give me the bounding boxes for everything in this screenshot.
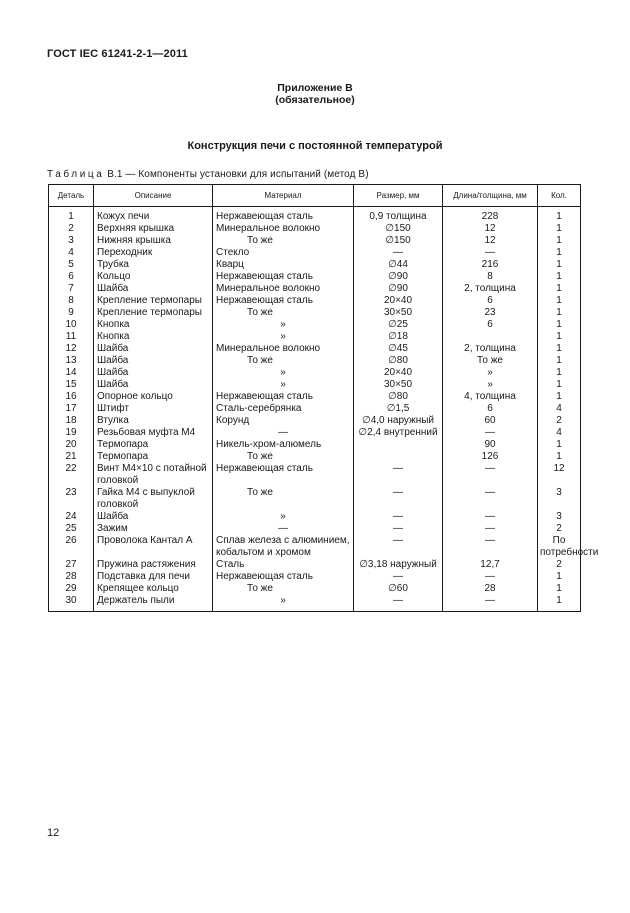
cell-material: »: [213, 511, 354, 523]
cell-part-number: 12: [49, 343, 94, 355]
cell-material: Минеральное волокно: [213, 283, 354, 295]
cell-quantity: 1: [538, 283, 581, 295]
cell-part-number: 8: [49, 295, 94, 307]
cell-length: 216: [443, 259, 538, 271]
table-row: [49, 319, 581, 331]
table-row: [49, 535, 581, 559]
cell-part-number: 29: [49, 583, 94, 595]
cell-quantity: 1: [538, 367, 581, 379]
cell-description: Кольцо: [94, 271, 213, 283]
cell-material: Нержавеющая сталь: [213, 571, 354, 583]
cell-size: —: [354, 595, 443, 612]
table-row: [49, 247, 581, 259]
table-row: [49, 511, 581, 523]
cell-part-number: 27: [49, 559, 94, 571]
cell-description: Термопара: [94, 451, 213, 463]
header-description: Описание: [94, 185, 213, 207]
table-row: [49, 355, 581, 367]
table-row: [49, 403, 581, 415]
table-body: [49, 211, 599, 612]
cell-size: 20×40: [354, 295, 443, 307]
cell-length: »: [443, 367, 538, 379]
cell-part-number: 19: [49, 427, 94, 439]
cell-description: Опорное кольцо: [94, 391, 213, 403]
cell-length: —: [443, 511, 538, 523]
table-row: [49, 487, 581, 511]
table-row: [49, 595, 581, 612]
cell-material: »: [213, 367, 354, 379]
cell-description: Крепление термопары: [94, 295, 213, 307]
cell-size: 0,9 толщина: [354, 211, 443, 223]
cell-part-number: 3: [49, 235, 94, 247]
table-row: [49, 523, 581, 535]
cell-size: [354, 451, 443, 463]
cell-quantity: 3: [538, 487, 581, 511]
cell-length: —: [443, 535, 538, 559]
cell-description: Кнопка: [94, 319, 213, 331]
cell-quantity: 1: [538, 319, 581, 331]
cell-material: Нержавеющая сталь: [213, 211, 354, 223]
cell-size: ∅4,0 наружный: [354, 415, 443, 427]
cell-description: Шайба: [94, 343, 213, 355]
table-caption-text: В.1 — Компоненты установки для испытаний (метод В): [107, 169, 369, 180]
cell-quantity: 1: [538, 307, 581, 319]
cell-description: Винт М4×10 с потайной головкой: [94, 463, 213, 487]
cell-material: »: [213, 595, 354, 612]
cell-quantity: 1: [538, 391, 581, 403]
cell-length: 8: [443, 271, 538, 283]
header-material: Материал: [213, 185, 354, 207]
table-row: [49, 391, 581, 403]
cell-description: Резьбовая муфта М4: [94, 427, 213, 439]
appendix-title: Приложение В: [277, 82, 353, 94]
cell-part-number: 17: [49, 403, 94, 415]
cell-part-number: 28: [49, 571, 94, 583]
cell-part-number: 13: [49, 355, 94, 367]
cell-quantity: 1: [538, 235, 581, 247]
cell-length: 2, толщина: [443, 343, 538, 355]
cell-size: ∅2,4 внутренний: [354, 427, 443, 439]
cell-material: —: [213, 427, 354, 439]
cell-description: Нижняя крышка: [94, 235, 213, 247]
cell-material: То же: [213, 235, 354, 247]
cell-part-number: 15: [49, 379, 94, 391]
cell-description: Зажим: [94, 523, 213, 535]
header-size: Размер, мм: [354, 185, 443, 207]
cell-material: —: [213, 523, 354, 535]
cell-quantity: 3: [538, 511, 581, 523]
cell-description: Переходник: [94, 247, 213, 259]
cell-size: ∅44: [354, 259, 443, 271]
cell-description: Крепящее кольцо: [94, 583, 213, 595]
header-quantity: Кол.: [538, 185, 581, 207]
cell-size: —: [354, 487, 443, 511]
cell-quantity: 1: [538, 451, 581, 463]
cell-material: »: [213, 319, 354, 331]
cell-material: Нержавеющая сталь: [213, 271, 354, 283]
table-row: [49, 427, 581, 439]
cell-material: Кварц: [213, 259, 354, 271]
cell-description: Кнопка: [94, 331, 213, 343]
cell-material: То же: [213, 451, 354, 463]
cell-size: ∅150: [354, 235, 443, 247]
table-row: [49, 583, 581, 595]
cell-description: Втулка: [94, 415, 213, 427]
cell-length: То же: [443, 355, 538, 367]
table-row: [49, 295, 581, 307]
cell-part-number: 22: [49, 463, 94, 487]
cell-size: ∅1,5: [354, 403, 443, 415]
cell-part-number: 2: [49, 223, 94, 235]
cell-length: —: [443, 427, 538, 439]
cell-part-number: 21: [49, 451, 94, 463]
cell-quantity: 2: [538, 523, 581, 535]
cell-quantity: 1: [538, 271, 581, 283]
cell-part-number: 9: [49, 307, 94, 319]
table-row: [49, 415, 581, 427]
cell-description: Гайка М4 с выпуклой головкой: [94, 487, 213, 511]
cell-length: —: [443, 247, 538, 259]
cell-length: 28: [443, 583, 538, 595]
cell-length: 228: [443, 211, 538, 223]
cell-length: »: [443, 379, 538, 391]
cell-description: Кожух печи: [94, 211, 213, 223]
cell-size: ∅60: [354, 583, 443, 595]
cell-material: Нержавеющая сталь: [213, 463, 354, 487]
cell-description: Пружина растяжения: [94, 559, 213, 571]
table-header-row: [49, 185, 581, 207]
cell-length: [443, 331, 538, 343]
cell-quantity: 1: [538, 583, 581, 595]
cell-quantity: 1: [538, 343, 581, 355]
cell-size: —: [354, 535, 443, 559]
table-row: [49, 463, 581, 487]
document-code: ГОСТ IEC 61241-2-1—2011: [47, 48, 188, 60]
components-table: [48, 184, 599, 612]
cell-quantity: 4: [538, 403, 581, 415]
cell-material: То же: [213, 487, 354, 511]
cell-size: ∅18: [354, 331, 443, 343]
cell-length: —: [443, 487, 538, 511]
table-row: [49, 367, 581, 379]
cell-quantity: По потребности: [538, 535, 581, 559]
header-part: Деталь: [49, 185, 94, 207]
cell-length: —: [443, 571, 538, 583]
cell-size: ∅90: [354, 271, 443, 283]
cell-size: 30×50: [354, 307, 443, 319]
cell-length: 60: [443, 415, 538, 427]
cell-size: —: [354, 247, 443, 259]
header-length: Длина/толщина, мм: [443, 185, 538, 207]
cell-description: Шайба: [94, 511, 213, 523]
cell-part-number: 26: [49, 535, 94, 559]
table-row: [49, 211, 581, 223]
cell-part-number: 23: [49, 487, 94, 511]
table-row: [49, 571, 581, 583]
cell-part-number: 6: [49, 271, 94, 283]
table-row: [49, 271, 581, 283]
cell-material: Сплав железа с алюминием, кобальтом и хромом: [213, 535, 354, 559]
cell-material: Нержавеющая сталь: [213, 295, 354, 307]
cell-size: —: [354, 571, 443, 583]
cell-part-number: 4: [49, 247, 94, 259]
cell-description: Подставка для печи: [94, 571, 213, 583]
cell-part-number: 20: [49, 439, 94, 451]
table-row: [49, 559, 581, 571]
cell-material: То же: [213, 307, 354, 319]
cell-part-number: 30: [49, 595, 94, 612]
cell-description: Шайба: [94, 379, 213, 391]
cell-quantity: 2: [538, 559, 581, 571]
cell-part-number: 16: [49, 391, 94, 403]
cell-part-number: 24: [49, 511, 94, 523]
cell-part-number: 11: [49, 331, 94, 343]
cell-quantity: 1: [538, 247, 581, 259]
cell-quantity: 1: [538, 595, 581, 612]
cell-material: Минеральное волокно: [213, 223, 354, 235]
cell-size: ∅80: [354, 391, 443, 403]
cell-length: 6: [443, 295, 538, 307]
table-row: [49, 439, 581, 451]
table-row: [49, 307, 581, 319]
cell-size: —: [354, 463, 443, 487]
cell-size: 30×50: [354, 379, 443, 391]
page-number: 12: [47, 827, 60, 839]
cell-quantity: 12: [538, 463, 581, 487]
cell-material: Корунд: [213, 415, 354, 427]
cell-length: 12,7: [443, 559, 538, 571]
cell-description: Крепление термопары: [94, 307, 213, 319]
cell-material: Никель-хром-алюмель: [213, 439, 354, 451]
cell-quantity: 1: [538, 379, 581, 391]
cell-quantity: 2: [538, 415, 581, 427]
cell-material: Сталь-серебрянка: [213, 403, 354, 415]
cell-quantity: 1: [538, 211, 581, 223]
cell-length: 126: [443, 451, 538, 463]
cell-length: 12: [443, 235, 538, 247]
cell-quantity: 4: [538, 427, 581, 439]
cell-description: Верхняя крышка: [94, 223, 213, 235]
cell-part-number: 1: [49, 211, 94, 223]
cell-description: Шайба: [94, 283, 213, 295]
cell-length: 2, толщина: [443, 283, 538, 295]
cell-material: »: [213, 379, 354, 391]
cell-size: ∅80: [354, 355, 443, 367]
cell-description: Шайба: [94, 355, 213, 367]
cell-length: —: [443, 595, 538, 612]
cell-quantity: 1: [538, 259, 581, 271]
table-row: [49, 343, 581, 355]
cell-size: ∅25: [354, 319, 443, 331]
section-title: Конструкция печи с постоянной температурой: [187, 140, 443, 152]
table-row: [49, 223, 581, 235]
cell-size: ∅3,18 наружный: [354, 559, 443, 571]
cell-length: —: [443, 523, 538, 535]
cell-quantity: 1: [538, 295, 581, 307]
table-row: [49, 259, 581, 271]
cell-material: Сталь: [213, 559, 354, 571]
table-row: [49, 379, 581, 391]
cell-part-number: 10: [49, 319, 94, 331]
cell-description: Штифт: [94, 403, 213, 415]
cell-size: —: [354, 523, 443, 535]
cell-length: 4, толщина: [443, 391, 538, 403]
cell-quantity: 1: [538, 223, 581, 235]
cell-material: То же: [213, 583, 354, 595]
cell-length: 90: [443, 439, 538, 451]
cell-material: То же: [213, 355, 354, 367]
table-caption-word: Таблица: [47, 169, 105, 180]
table-caption: [47, 169, 369, 180]
cell-size: [354, 439, 443, 451]
cell-quantity: 1: [538, 439, 581, 451]
cell-length: —: [443, 463, 538, 487]
cell-part-number: 7: [49, 283, 94, 295]
cell-size: ∅150: [354, 223, 443, 235]
cell-part-number: 14: [49, 367, 94, 379]
table-row: [49, 331, 581, 343]
cell-part-number: 18: [49, 415, 94, 427]
cell-quantity: 1: [538, 331, 581, 343]
cell-part-number: 25: [49, 523, 94, 535]
cell-part-number: 5: [49, 259, 94, 271]
cell-description: Трубка: [94, 259, 213, 271]
cell-length: 6: [443, 403, 538, 415]
cell-material: Минеральное волокно: [213, 343, 354, 355]
appendix-status: (обязательное): [275, 94, 355, 106]
cell-size: ∅90: [354, 283, 443, 295]
cell-size: ∅45: [354, 343, 443, 355]
cell-length: 23: [443, 307, 538, 319]
cell-description: Проволока Кантал А: [94, 535, 213, 559]
table-row: [49, 451, 581, 463]
cell-material: Нержавеющая сталь: [213, 391, 354, 403]
cell-description: Шайба: [94, 367, 213, 379]
cell-quantity: 1: [538, 355, 581, 367]
cell-length: 12: [443, 223, 538, 235]
cell-material: »: [213, 331, 354, 343]
cell-size: 20×40: [354, 367, 443, 379]
cell-description: Держатель пыли: [94, 595, 213, 612]
cell-material: Стекло: [213, 247, 354, 259]
cell-quantity: 1: [538, 571, 581, 583]
table-row: [49, 283, 581, 295]
cell-length: 6: [443, 319, 538, 331]
cell-description: Термопара: [94, 439, 213, 451]
table-row: [49, 235, 581, 247]
cell-size: —: [354, 511, 443, 523]
